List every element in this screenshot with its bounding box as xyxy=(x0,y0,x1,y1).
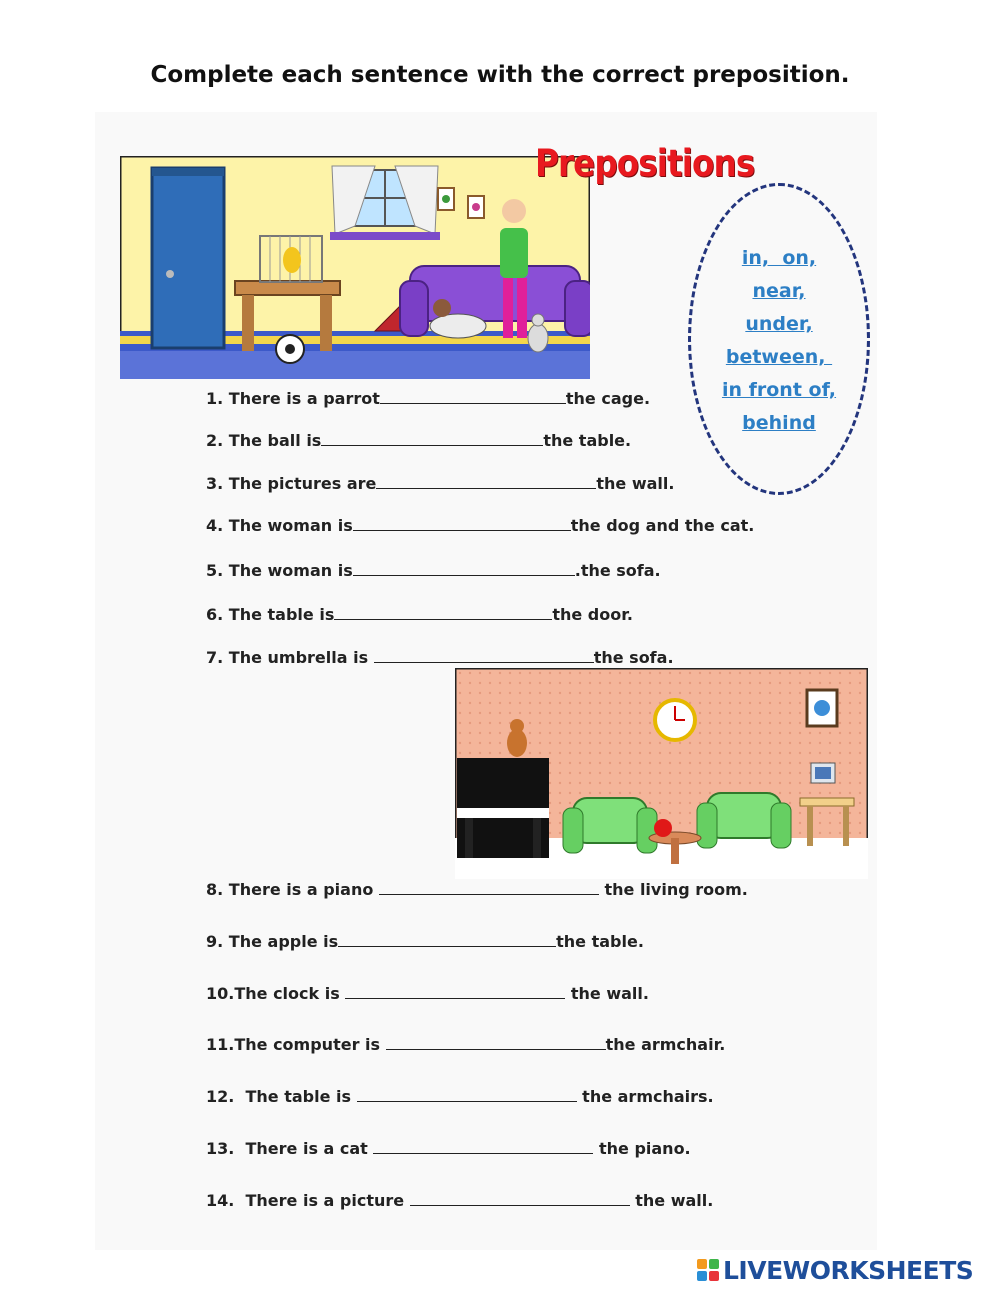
question-1: 1. There is a parrot the cage. xyxy=(206,389,651,408)
answer-blank-3[interactable] xyxy=(376,474,596,489)
question-6: 6. The table is the door. xyxy=(206,605,633,624)
prepositions-title: Prepositions xyxy=(535,142,755,185)
liveworksheets-logo-icon xyxy=(697,1259,719,1281)
word-bank-line-1: in, on, xyxy=(741,247,817,269)
question-7: 7. The umbrella is the sofa. xyxy=(206,648,674,667)
answer-blank-12[interactable] xyxy=(357,1087,577,1102)
room-illustration-2 xyxy=(455,668,868,879)
answer-blank-1[interactable] xyxy=(380,389,566,404)
brand-name: LIVEWORKSHEETS xyxy=(723,1255,974,1285)
instruction-heading: Complete each sentence with the correct preposition. xyxy=(150,62,850,88)
answer-blank-7[interactable] xyxy=(374,648,594,663)
answer-blank-5[interactable] xyxy=(353,561,575,576)
answer-blank-2[interactable] xyxy=(321,431,543,446)
answer-blank-10[interactable] xyxy=(345,984,565,999)
question-3: 3. The pictures are the wall. xyxy=(206,474,675,493)
answer-blank-8[interactable] xyxy=(379,880,599,895)
word-bank-line-4: between, xyxy=(725,346,833,368)
word-bank-line-2: near, xyxy=(752,280,806,302)
question-14: 14. There is a picture the wall. xyxy=(206,1191,714,1210)
question-12: 12. The table is the armchairs. xyxy=(206,1087,714,1106)
answer-blank-14[interactable] xyxy=(410,1191,630,1206)
answer-blank-9[interactable] xyxy=(338,932,556,947)
word-bank-line-5: in front of, xyxy=(721,379,837,401)
word-bank-line-3: under, xyxy=(745,313,813,335)
word-bank-line-6: behind xyxy=(742,412,816,434)
question-5: 5. The woman is .the sofa. xyxy=(206,561,661,580)
answer-blank-6[interactable] xyxy=(334,605,552,620)
question-8: 8. There is a piano the living room. xyxy=(206,880,748,899)
liveworksheets-logo xyxy=(697,1256,973,1284)
room-illustration-1 xyxy=(120,156,590,379)
answer-blank-13[interactable] xyxy=(373,1139,593,1154)
question-4: 4. The woman is the dog and the cat. xyxy=(206,516,755,535)
question-2: 2. The ball is the table. xyxy=(206,431,632,450)
answer-blank-4[interactable] xyxy=(353,516,571,531)
question-10: 10.The clock is the wall. xyxy=(206,984,649,1003)
question-9: 9. The apple is the table. xyxy=(206,932,644,951)
answer-blank-11[interactable] xyxy=(386,1035,606,1050)
question-11: 11.The computer is the armchair. xyxy=(206,1035,726,1054)
question-13: 13. There is a cat the piano. xyxy=(206,1139,691,1158)
word-bank-bubble xyxy=(688,183,870,495)
